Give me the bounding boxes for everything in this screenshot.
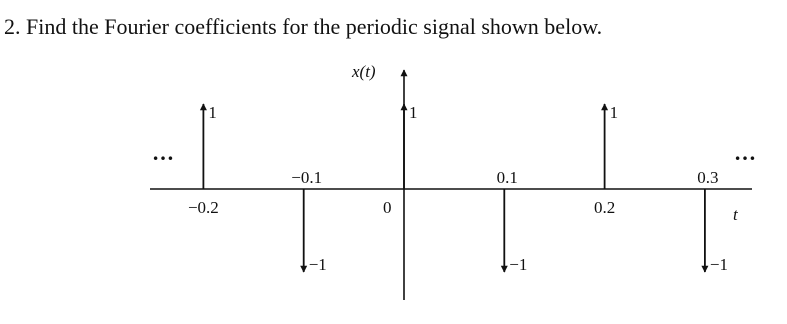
impulse-time-label: 0.1 bbox=[496, 168, 518, 187]
impulse-weight-label: 1 bbox=[609, 103, 619, 122]
signal-label: x(t) bbox=[352, 62, 376, 81]
impulse-time-label: 0.2 bbox=[593, 198, 616, 217]
impulse-weight-label: 1 bbox=[208, 103, 217, 122]
impulse-time-label: −0.1 bbox=[291, 168, 323, 187]
impulse-time-label: 0.3 bbox=[697, 168, 719, 187]
impulse-time-label: −0.2 bbox=[187, 198, 219, 217]
impulse-weight-label: 1 bbox=[409, 103, 418, 122]
impulse-weight-label: −1 bbox=[308, 255, 327, 274]
impulse-weight-label: −1 bbox=[509, 255, 528, 274]
origin-label: 0 bbox=[383, 198, 392, 217]
left-continuation-dots: … bbox=[152, 140, 174, 165]
question-text: 2. Find the Fourier coefficients for the periodic signal shown below. bbox=[4, 14, 603, 39]
right-continuation-dots: … bbox=[734, 140, 756, 165]
time-axis-label: t bbox=[733, 205, 738, 224]
impulse-weight-label: −1 bbox=[709, 255, 728, 274]
